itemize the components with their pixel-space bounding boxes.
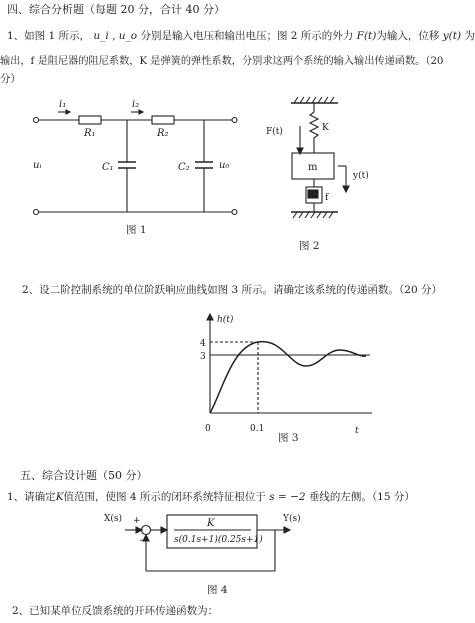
- label-i1: i₁: [59, 99, 67, 110]
- displacement-arrow: [343, 186, 349, 192]
- q1-text-d: 为: [464, 30, 475, 42]
- fig4-plus: +: [133, 516, 141, 526]
- q1-line3: 分）: [0, 73, 21, 85]
- label-c1: C₁: [102, 162, 114, 173]
- q1-text-c: 为输入，位移: [376, 30, 440, 42]
- fig4-output: Y(s): [283, 514, 301, 524]
- q1-ft: F(t): [356, 30, 377, 42]
- output-terminal-top: [232, 118, 237, 123]
- input-terminal-top: [34, 118, 39, 123]
- fig4-minus: −: [139, 536, 147, 546]
- s5-q1-k: K: [55, 491, 64, 503]
- label-m: m: [308, 162, 318, 173]
- s5-q1-text-a: 1、请确定: [7, 491, 56, 503]
- section5-heading: 五、综合设计题（50 分）: [20, 469, 148, 482]
- current-arrow-i2: [139, 110, 143, 114]
- s5-q1-text-b: 值范围，使图 4 所示的闭环系统特征根位于: [63, 491, 266, 503]
- label-yt: y(t): [353, 171, 369, 181]
- label-f: f: [325, 193, 329, 203]
- fig3-ylabel: h(t): [217, 315, 234, 325]
- label-r2: R₂: [157, 128, 169, 139]
- output-terminal-bottom: [232, 210, 237, 215]
- label-ui: uᵢ: [33, 160, 42, 171]
- caption-fig3: 图 3: [278, 432, 299, 444]
- caption-fig1: 图 1: [126, 224, 147, 236]
- fig3-tick-4: 4: [200, 339, 206, 349]
- fig4-denominator: s(0.1s+1)(0.25s+1): [174, 535, 263, 545]
- label-r1: R₁: [84, 128, 96, 139]
- q1-text-b: 分别是输入电压和输出电压；图 2 所示的外力: [140, 30, 354, 42]
- label-uo: u₀: [219, 160, 230, 171]
- figure-1-circuit: [34, 110, 238, 215]
- s5-q2-text: 2、已知某单位反馈系统的开环传递函数为：: [12, 605, 219, 617]
- label-k: K: [322, 123, 329, 133]
- figure-3-step-response: [207, 314, 372, 413]
- q2-text: 2、设二阶控制系统的单位阶跃响应曲线如图 3 所示。请确定该系统的传递函数。（20 分）: [22, 284, 442, 296]
- fig4-numerator: K: [207, 518, 215, 529]
- fig3-xlabel: t: [355, 426, 359, 436]
- caption-fig2: 图 2: [299, 240, 320, 252]
- label-i2: i₂: [132, 99, 140, 110]
- fig4-input: X(s): [104, 514, 123, 524]
- fig3-origin: 0: [205, 424, 211, 434]
- s5-q1-text-c: 垂线的左侧。（15 分）: [308, 491, 415, 503]
- damper-piston: [308, 190, 318, 198]
- spring-k: [310, 103, 318, 153]
- q1-line2: 输出，f 是阻尼器的阻尼系数，K 是弹簧的弹性系数，分别求这两个系统的输入输出传递函数。（20: [0, 56, 444, 67]
- q1-vars: u_i , u_o: [93, 30, 138, 42]
- caption-fig4: 图 4: [207, 584, 228, 596]
- q1-intro: 1、如图 1 所示，: [7, 30, 91, 42]
- s5-q1-expr: s = −2: [269, 491, 306, 503]
- input-terminal-bottom: [34, 210, 39, 215]
- resistor-r1: [79, 116, 101, 124]
- resistor-r2: [152, 116, 174, 124]
- current-arrow-i1: [66, 110, 70, 114]
- label-ft: F(t): [266, 127, 283, 137]
- figure-2-mechanical: [291, 97, 349, 218]
- section4-heading: 四、综合分析题（每题 20 分，合计 40 分）: [7, 3, 225, 16]
- response-curve: [210, 342, 366, 413]
- label-c2: C₂: [178, 162, 190, 173]
- fig3-tick-3: 3: [200, 352, 206, 362]
- fig3-tick-01: 0.1: [250, 424, 265, 434]
- q1-yt: y(t): [442, 30, 462, 42]
